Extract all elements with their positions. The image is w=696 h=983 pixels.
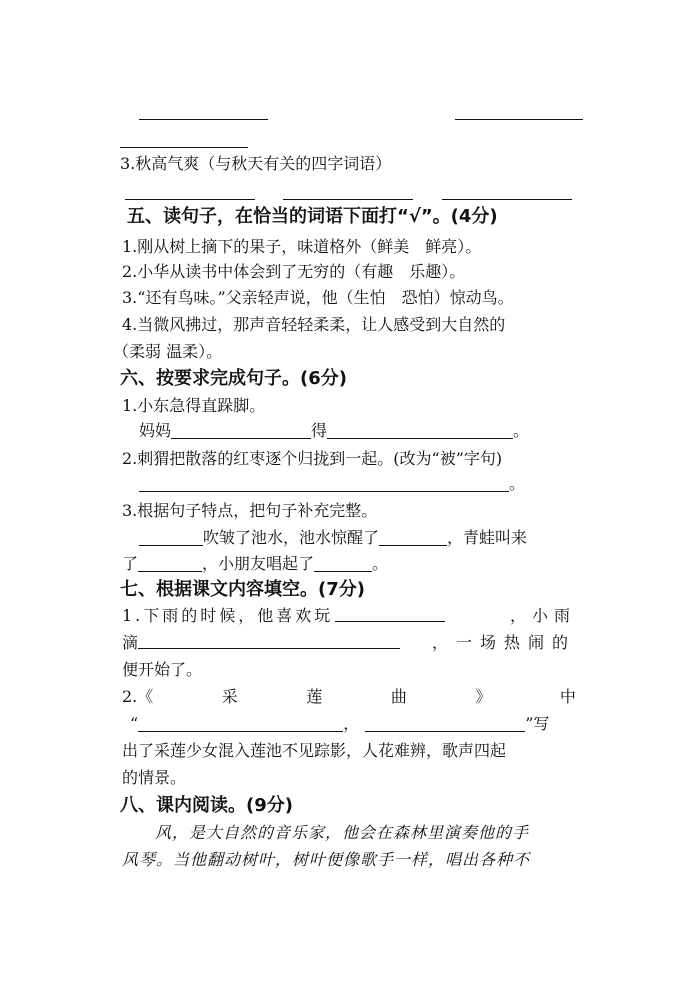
sec7-q2-l4: 的情景。 (122, 768, 187, 787)
sec7-q2-line2 (130, 713, 549, 735)
sec6-q3-c: 了 (122, 554, 139, 573)
sec6-q2-end: 。 (509, 474, 526, 493)
answer-line (125, 199, 255, 200)
blank[interactable] (139, 529, 203, 546)
sec6-q1-b: 得 (311, 421, 328, 440)
sec7-q2-line1 (122, 686, 576, 708)
sec7-q1-b: ，小雨 (509, 606, 576, 625)
blank[interactable] (171, 422, 311, 439)
blank[interactable] (379, 529, 447, 546)
sec6-q3-a: 吹皱了池水，池水惊醒了 (203, 528, 380, 547)
blank[interactable] (314, 555, 372, 572)
sec6-q1: 1.小东急得直跺脚。 (122, 396, 266, 415)
answer-line (139, 119, 268, 120)
blank[interactable] (335, 605, 445, 622)
sec7-q2-6: 中 (559, 687, 576, 706)
sec7-q2-l3: 出了采莲少女混入莲池不见踪影，人花难辨，歌声四起 (122, 741, 507, 760)
sec7-q1-a: 1.下雨的时候，他喜欢玩 (122, 606, 334, 625)
sec6-q3-line1 (139, 527, 527, 549)
sec8-p1: 风，是大自然的音乐家，他会在森林里演奏他的手 (155, 823, 530, 842)
answer-line (455, 119, 583, 120)
sec7-title: 七、根据课文内容填空。(7分) (120, 579, 365, 600)
blank[interactable] (138, 715, 343, 732)
sec5-title: 五、读句子，在恰当的词语下面打“√”。(4分) (127, 206, 498, 227)
sec7-q1-d: ，一场热闹的 (431, 633, 576, 652)
sec6-q1-answer (139, 420, 529, 442)
sec5-q1: 1.刚从树上摘下的果子，味道格外（鲜美 鲜亮）。 (122, 237, 482, 256)
sec7-q2-5: 》 (475, 687, 492, 706)
sec7-q1-line2 (122, 632, 576, 654)
blank[interactable] (138, 555, 202, 572)
sec7-q2-3: 莲 (306, 687, 323, 706)
sec5-q4a: 4.当微风拂过，那声音轻轻柔柔，让人感受到大自然的 (122, 315, 506, 334)
sec6-title: 六、按要求完成句子。(6分) (120, 368, 347, 389)
sec7-q2-q3: ”写 (525, 714, 550, 733)
sec7-q2-q2: ， (343, 714, 360, 733)
sec7-q1-c: 滴 (122, 633, 139, 652)
sec8-p2: 风琴。当他翻动树叶，树叶便像歌手一样，唱出各种不 (122, 850, 531, 869)
blank[interactable] (139, 475, 509, 492)
sec6-q3-end: 。 (372, 554, 389, 573)
sec6-q1-a: 妈妈 (139, 421, 172, 440)
sec8-title: 八、课内阅读。(9分) (120, 795, 293, 816)
answer-line (120, 147, 248, 148)
sec6-q2-answer (139, 473, 525, 495)
sec5-q4b: （柔弱 温柔）。 (113, 342, 223, 361)
sec6-q2: 2.刺猬把散落的红枣逐个归拢到一起。(改为“被”字句) (122, 449, 503, 468)
sec5-q3: 3.“还有鸟味。”父亲轻声说，他（生怕 恐怕）惊动鸟。 (122, 288, 514, 307)
s4-item3: 3.秋高气爽（与秋天有关的四字词语） (120, 154, 392, 173)
sec6-q3: 3.根据句子特点，把句子补充完整。 (122, 501, 378, 520)
answer-line (283, 199, 413, 200)
sec7-q1-e: 便开始了。 (122, 660, 203, 679)
sec5-q2: 2.小华从读书中体会到了无穷的（有趣 乐趣）。 (122, 262, 466, 281)
blank[interactable] (327, 422, 513, 439)
blank[interactable] (138, 632, 400, 649)
sec7-q2-1: 2.《 (122, 687, 154, 706)
blank[interactable] (365, 715, 525, 732)
sec6-q1-end: 。 (513, 421, 530, 440)
sec7-q2-q1: “ (130, 714, 139, 733)
sec6-q3-line2 (122, 553, 388, 575)
sec7-q2-2: 采 (221, 687, 238, 706)
sec7-q1-line1 (122, 605, 576, 627)
sec6-q3-b: ，青蛙叫来 (447, 528, 528, 547)
answer-line (442, 199, 572, 200)
sec6-q3-d: ，小朋友唱起了 (202, 554, 315, 573)
sec7-q2-4: 曲 (390, 687, 407, 706)
